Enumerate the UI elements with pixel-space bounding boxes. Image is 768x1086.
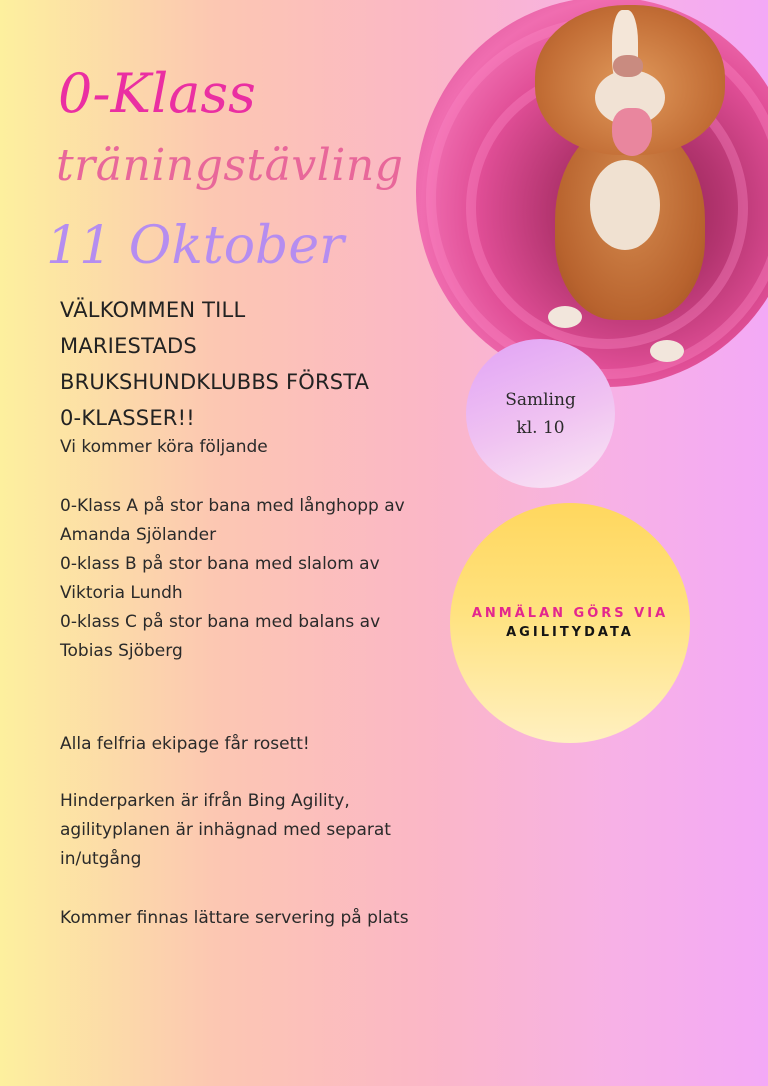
gathering-label: Samling	[505, 389, 576, 410]
signup-label: ANMÄLAN GÖRS VIA	[471, 606, 669, 621]
signup-badge	[450, 503, 690, 743]
welcome-line: VÄLKOMMEN TILL	[60, 298, 246, 322]
dog-paw	[650, 340, 684, 362]
class-item: 0-klass B på stor bana med slalom av Viktoria Lundh	[60, 554, 380, 603]
class-list	[60, 492, 420, 666]
welcome-line: 0-KLASSER!!	[60, 406, 195, 430]
title-class: 0-Klass	[58, 62, 256, 125]
dog-nose	[613, 55, 643, 77]
welcome-line: BRUKSHUNDKLUBBS FÖRSTA	[60, 370, 370, 394]
rosette-text: Alla felfria ekipage får rosett!	[60, 734, 310, 754]
gathering-time: kl. 10	[516, 417, 565, 438]
title-date: 11 Oktober	[46, 216, 344, 276]
signup-site: AGILITYDATA	[506, 625, 634, 640]
welcome-line: MARIESTADS	[60, 334, 197, 358]
title-event-type: träningstävling	[56, 140, 404, 191]
gathering-time-badge	[466, 339, 615, 488]
class-item: 0-klass C på stor bana med balans av Tobias Sjöberg	[60, 612, 381, 661]
obstacle-park-text: Hinderparken är ifrån Bing Agility, agilityplanen är inhägnad med separat in/utgång	[60, 791, 391, 869]
dog-paw	[548, 306, 582, 328]
food-service-text: Kommer finnas lättare servering på plats	[60, 908, 409, 928]
dog-chest	[590, 160, 660, 250]
class-item: 0-Klass A på stor bana med långhopp av Amanda Sjölander	[60, 496, 405, 545]
intro-text: Vi kommer köra följande	[60, 437, 268, 457]
dog-tongue	[612, 108, 652, 156]
welcome-heading	[60, 292, 369, 436]
